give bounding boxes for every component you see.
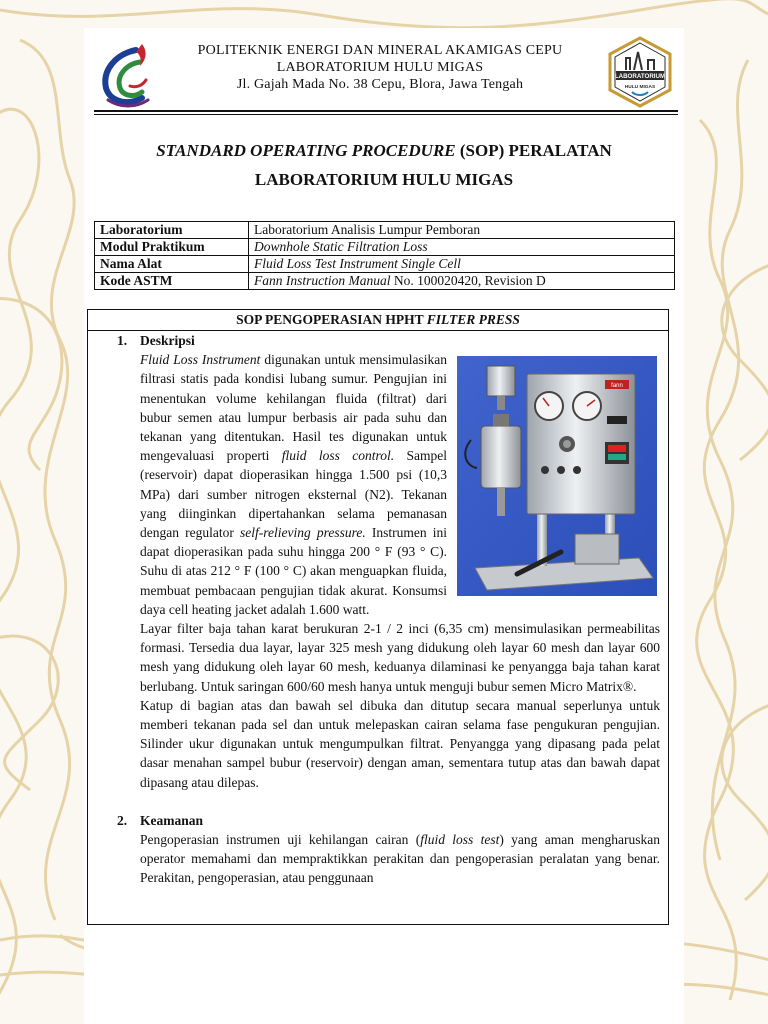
paragraph-text: Pengoperasian instrumen uji kehilangan cairan ( xyxy=(140,832,421,848)
header-divider-thick xyxy=(94,110,678,112)
paragraph: Katup di bagian atas dan bawah sel dibuka dan ditutup secara manual seperlunya untuk memberi tekanan pada sel dan untuk melepaskan cairan selama fase pengukuran pengujian. Silinder ukur digunakan untuk mengumpulkan filtrat. Penyangga yang dipasang pada pelat dasar menahan sampel bubur (reservoir) dengan aman, sementara tutup atas dan bawah dapat dipasang atau dilepas. xyxy=(140,697,660,790)
section-title: Keamanan xyxy=(140,812,204,828)
info-value: Laboratorium Analisis Lumpur Pemboran xyxy=(249,222,675,239)
institution-name: POLITEKNIK ENERGI DAN MINERAL AKAMIGAS CEPU xyxy=(197,43,563,58)
section-title: Deskripsi xyxy=(140,333,195,348)
inline-italic: Fluid Loss Instrument xyxy=(140,352,261,368)
inline-italic: fluid loss control. xyxy=(281,448,395,464)
sop-box xyxy=(87,309,669,925)
table-row xyxy=(95,222,675,239)
title-italic-part: STANDARD OPERATING PROCEDURE xyxy=(156,141,456,160)
info-value xyxy=(249,273,675,290)
inline-italic: self-relieving pressure. xyxy=(239,525,366,541)
section-title-keamanan xyxy=(117,811,660,830)
section-spacer xyxy=(140,792,660,811)
badge-text-laboratorium: LABORATORIUM xyxy=(614,73,666,80)
laboratory-badge-icon xyxy=(604,36,676,108)
paragraph-text: Sampel (reservoir) dapat dioperasikan hingga 1.500 psi (10,3 MPa) dari sumber nitrogen eksternal (N2). Tekanan yang diinginkan dipertahankan selama pemanasan dengan regulator xyxy=(140,448,447,541)
info-key: Kode ASTM xyxy=(95,273,249,290)
sop-heading xyxy=(88,310,668,331)
inline-italic: fluid loss test xyxy=(420,832,500,848)
header-divider-thin xyxy=(94,114,678,115)
laboratory-name: LABORATORIUM HULU MIGAS xyxy=(276,60,484,75)
paragraph: Layar filter baja tahan karat berukuran 2-1 / 2 inci (6,35 cm) mensimulasikan permeabilitas formasi. Tersedia dua layar, layar 325 mesh yang didukung oleh layar 60 mesh dan layar 600 mesh yang didukung oleh layar 60 mesh, keduanya dilaminasi ke penyangga baja tahan karat berlubang. Untuk saringan 600/60 mesh hanya untuk menguji bubur semen Micro Matrix®. xyxy=(140,621,660,694)
polytechnic-logo-icon xyxy=(96,40,156,110)
title-rest-line1: (SOP) PERALATAN xyxy=(455,141,612,160)
info-key: Laboratorium xyxy=(95,222,249,239)
info-value-rest: No. 100020420, Revision D xyxy=(390,273,546,288)
institution-header xyxy=(170,42,590,93)
info-table xyxy=(94,221,675,290)
paragraph-text: Instrumen ini dapat dioperasikan pada suhu hingga 200 ° F (93 ° C). Suhu di atas 212 ° F (100 ° C) akan menguapkan fluida, membuat pembacaan pengujian tidak akurat. Konsumsi daya cell heating jacket adalah 1.600 watt. xyxy=(140,525,447,617)
fluid-loss-instrument-photo xyxy=(457,356,657,596)
info-key: Nama Alat xyxy=(95,256,249,273)
title-line2: LABORATORIUM HULU MIGAS xyxy=(254,170,514,189)
sop-content xyxy=(88,331,668,888)
document-title xyxy=(94,136,674,194)
sop-heading-text: SOP PENGOPERASIAN HPHT xyxy=(236,312,427,327)
section-number: 2. xyxy=(117,812,128,828)
photo-brand-label: fann xyxy=(611,383,623,390)
info-value-italic: Fann Instruction Manual xyxy=(254,273,391,288)
table-row xyxy=(95,256,675,273)
section-title-deskripsi xyxy=(117,331,660,350)
table-row xyxy=(95,273,675,290)
info-value: Downhole Static Filtration Loss xyxy=(249,239,675,256)
badge-text-hulu-migas: HULU MIGAS xyxy=(624,85,656,90)
institution-address: Jl. Gajah Mada No. 38 Cepu, Blora, Jawa Tengah xyxy=(236,77,524,92)
table-row xyxy=(95,239,675,256)
sop-heading-italic: FILTER PRESS xyxy=(426,312,520,327)
section-number: 1. xyxy=(117,333,128,348)
paragraph-text: digunakan untuk mensimulasikan filtrasi statis pada kondisi lubang sumur. Pengujian ini menentukan volume kehilangan fluida (filtrat) dari bubur semen atau lumpur berbasis air pada suhu dan tekanan yang ditentukan. Hasil tes digunakan untuk mengevaluasi properti xyxy=(140,352,447,464)
info-key: Modul Praktikum xyxy=(95,239,249,256)
paragraph-text: ) yang aman mengharuskan operator memahami dan mempraktikkan perakitan dan pengoperasian peralatan yang benar. Perakitan, pengoperasian, atau penggunaan xyxy=(140,832,661,886)
paragraph xyxy=(140,830,660,888)
info-value: Fluid Loss Test Instrument Single Cell xyxy=(249,256,675,273)
